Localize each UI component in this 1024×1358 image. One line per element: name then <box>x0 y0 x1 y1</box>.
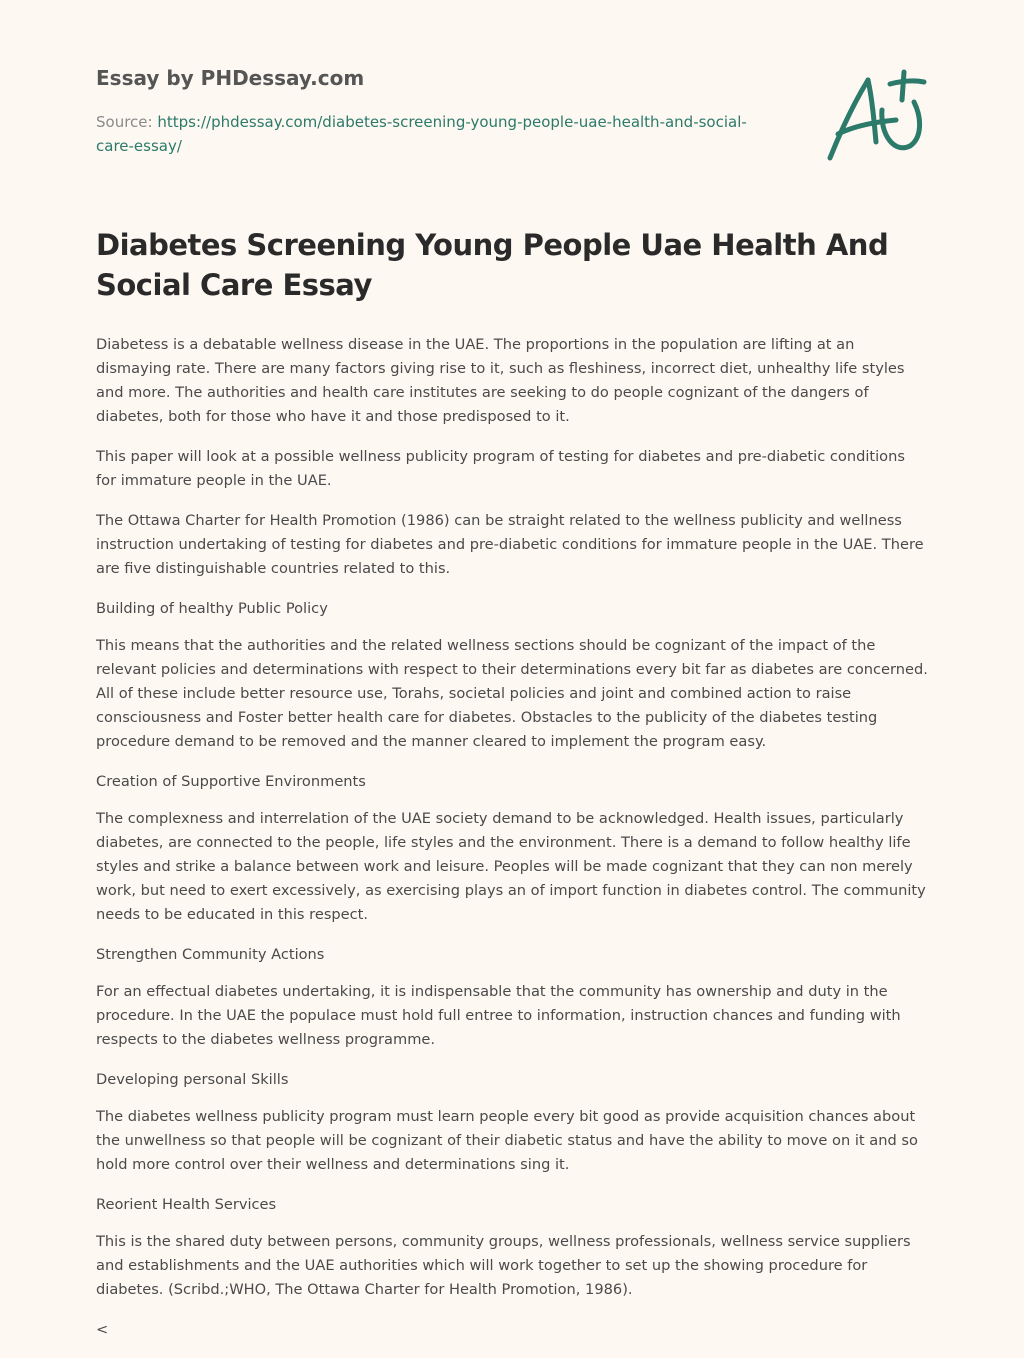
page-header <box>96 62 776 158</box>
source-label: Source: <box>96 113 158 131</box>
article-paragraph: The complexness and interrelation of the UAE society demand to be acknowledged. Health issues, particularly diabetes, are connected to the people, life styles and the environment. There is a demand to follow healthy life styles and strike a balance between work and leisure. Peoples will be made cognizant that they can non merely work, but need to exert excessively, as exercising plays an of import function in diabetes control. The community needs to be educated in this respect. <box>96 810 926 923</box>
a-plus-logo-icon <box>818 68 930 168</box>
source-link[interactable]: https://phdessay.com/diabetes-screening-young-people-uae-health-and-social-care-essay/ <box>96 113 747 155</box>
article-paragraph: For an effectual diabetes undertaking, it is indispensable that the community has ownership and duty in the procedure. In the UAE the populace must hold full entree to information, instruction chances and funding with respects to the diabetes wellness programme. <box>96 983 901 1048</box>
truncation-marker: < <box>96 1321 109 1338</box>
section-heading: Reorient Health Services <box>96 1196 277 1213</box>
article-title: Diabetes Screening Young People Uae Health And Social Care Essay <box>96 228 889 302</box>
article-paragraph: The diabetes wellness publicity program must learn people every bit good as provide acquisition chances about the unwellness so that people will be cognizant of their diabetic status and have the ability to move on it and so hold more control over their wellness and determinations sing it. <box>96 1108 918 1173</box>
article-paragraph: The Ottawa Charter for Health Promotion (1986) can be straight related to the wellness publicity and wellness instruction undertaking of testing for diabetes and pre-diabetic conditions for immature people in the UAE. There are five distinguishable countries related to this. <box>96 512 924 577</box>
article <box>96 225 928 1358</box>
article-paragraph: This means that the authorities and the related wellness sections should be cognizant of the impact of the relevant policies and determinations with respect to their determinations every bit far as diabetes are concerned. All of these include better resource use, Torahs, societal policies and joint and combined action to raise consciousness and Foster better health care for diabetes. Obstacles to the publicity of the diabetes testing procedure demand to be removed and the manner cleared to implement the program easy. <box>96 637 928 750</box>
section-heading: Creation of Supportive Environments <box>96 773 366 790</box>
section-heading: Developing personal Skills <box>96 1071 289 1088</box>
source-line <box>96 110 776 158</box>
article-paragraph: This is the shared duty between persons, community groups, wellness professionals, wellness service suppliers and establishments and the UAE authorities which will work together to set up the showing procedure for diabetes. (Scribd.;WHO, The Ottawa Charter for Health Promotion, 1986). <box>96 1233 911 1298</box>
article-paragraph: This paper will look at a possible wellness publicity program of testing for diabetes and pre-diabetic conditions for immature people in the UAE. <box>96 448 905 489</box>
section-heading: Strengthen Community Actions <box>96 946 325 963</box>
section-heading: Building of healthy Public Policy <box>96 600 328 617</box>
article-paragraph: Diabetess is a debatable wellness disease in the UAE. The proportions in the population are lifting at an dismaying rate. There are many factors giving rise to it, such as fleshiness, incorrect diet, unhealthy life styles and more. The authorities and health care institutes are seeking to do people cognizant of the dangers of diabetes, both for those who have it and those predisposed to it. <box>96 336 905 425</box>
brand-title: Essay by PHDessay.com <box>96 66 365 90</box>
